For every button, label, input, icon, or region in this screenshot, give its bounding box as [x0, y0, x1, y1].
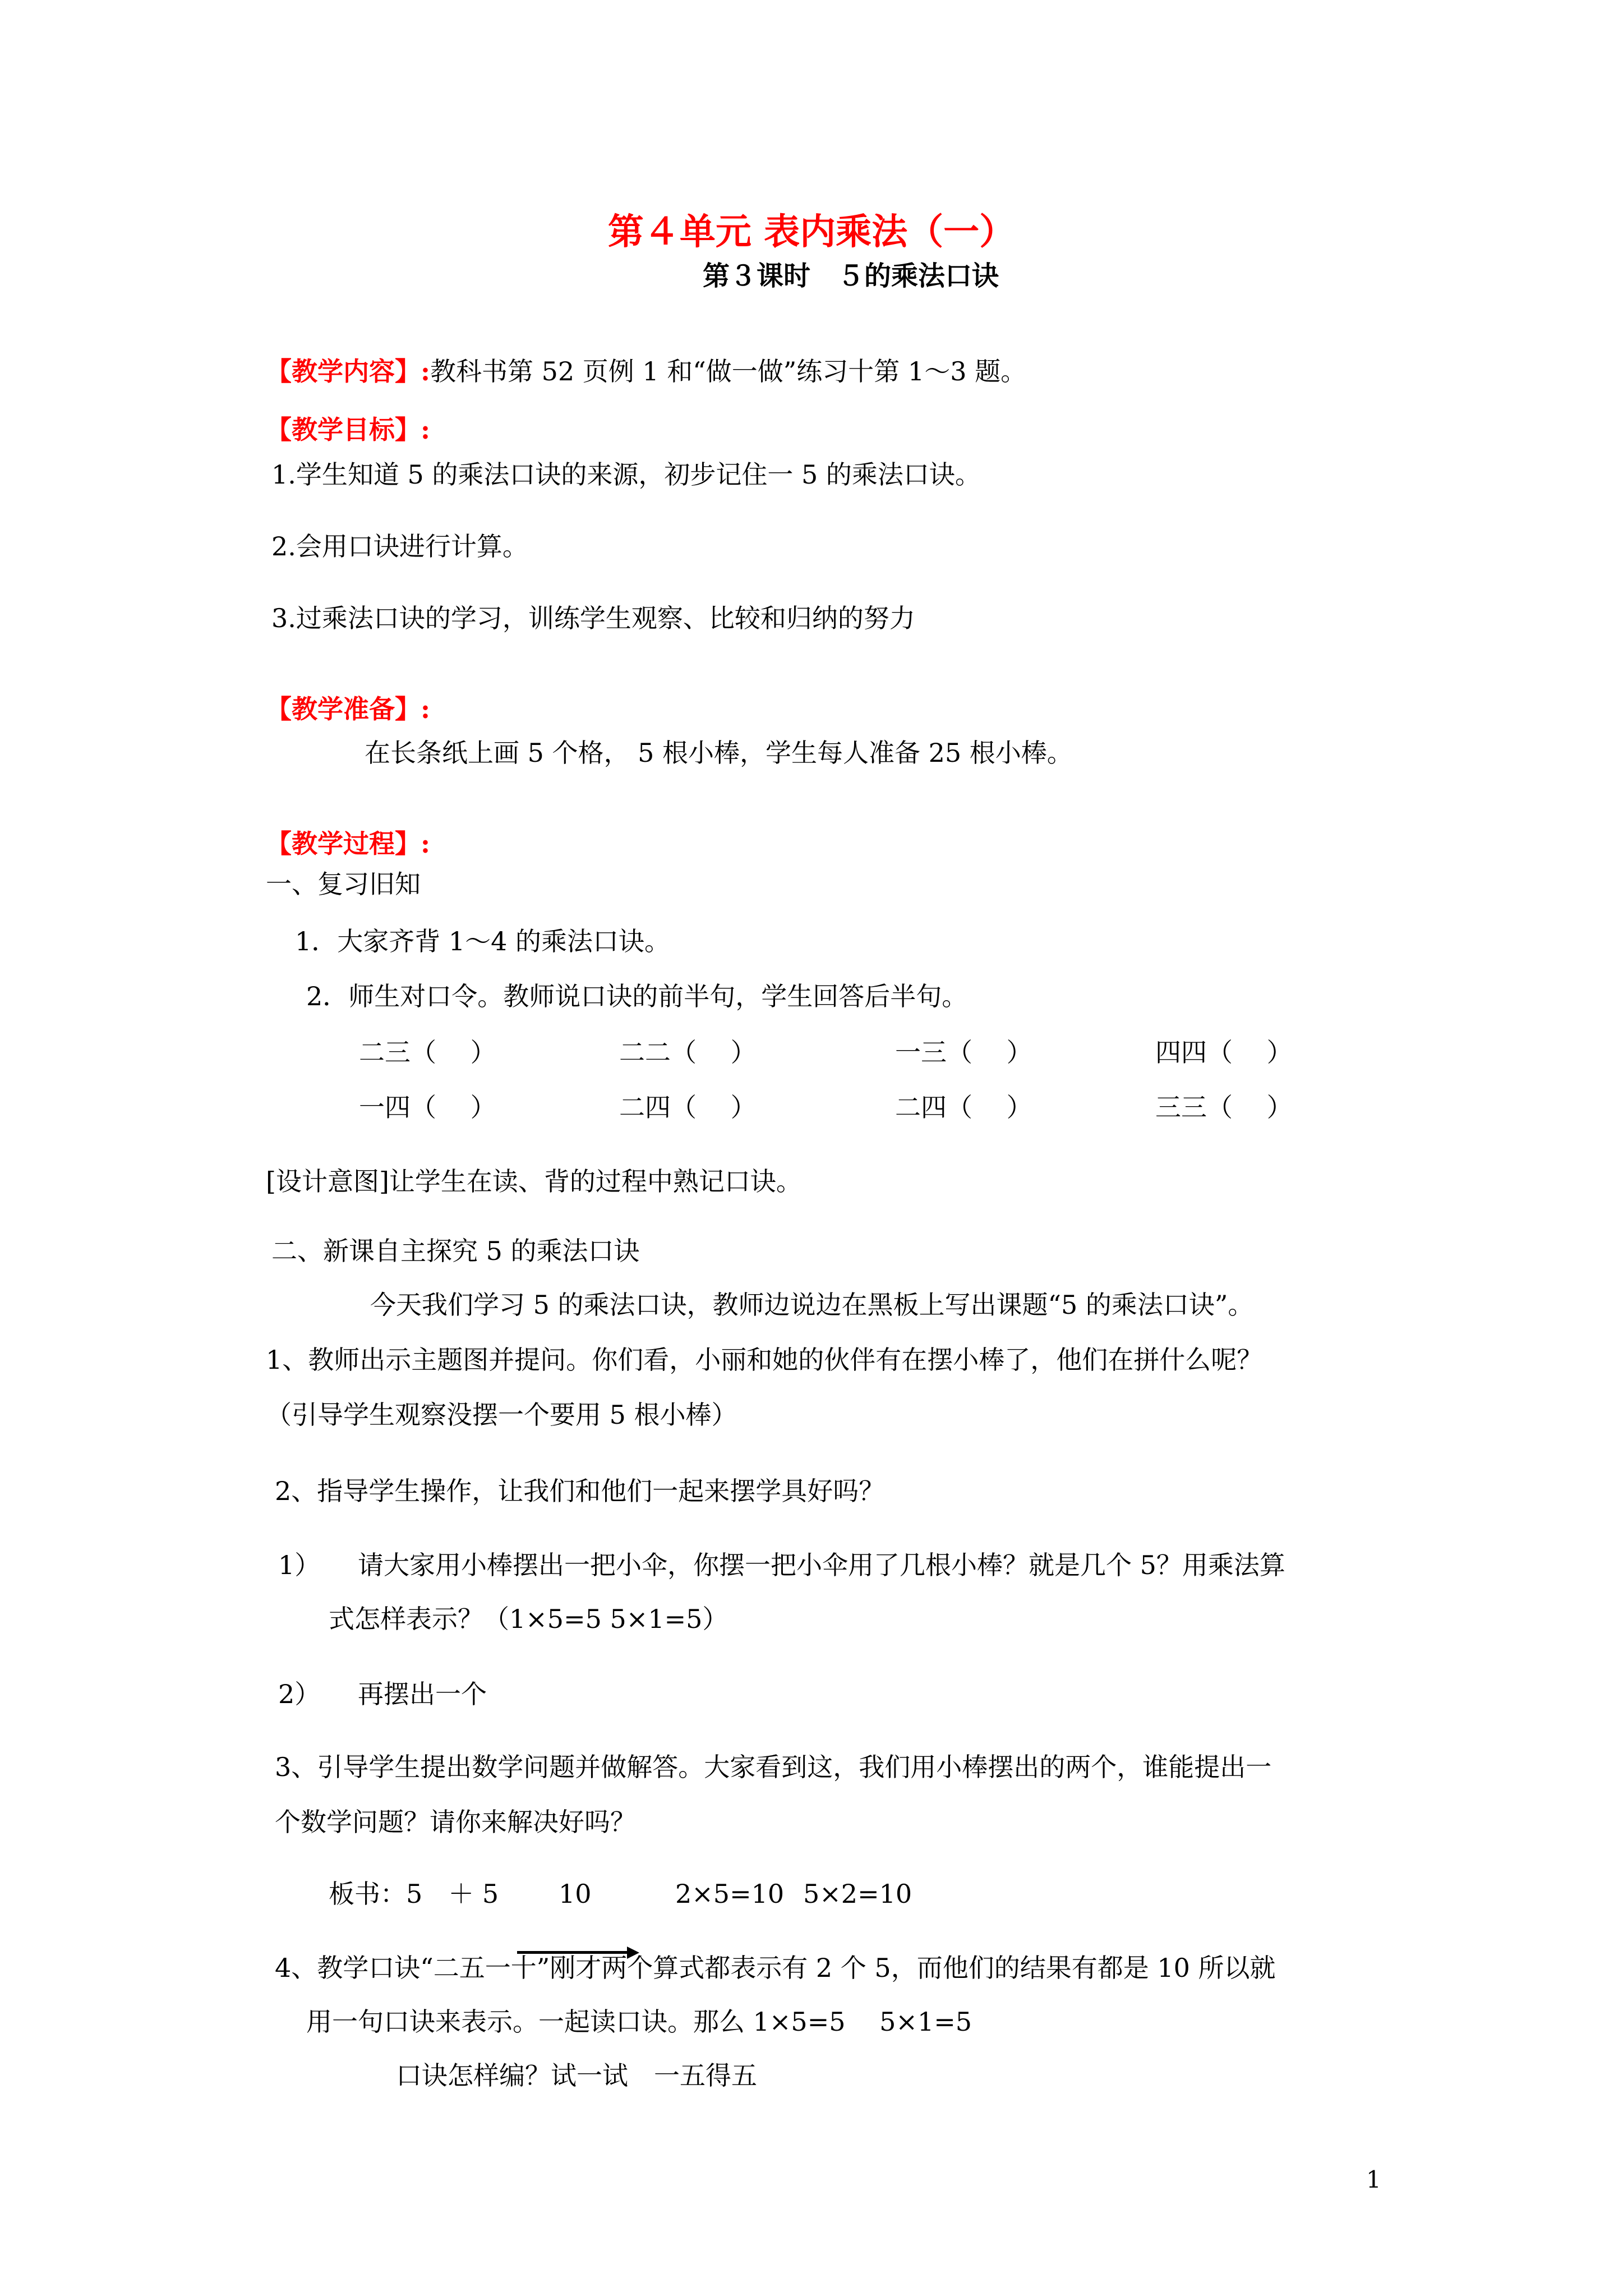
drill-item: 一四（ ）: [359, 1092, 496, 1122]
step-3-line-b: 个数学问题？请你来解决好吗？: [275, 1807, 636, 1837]
review-item-1: 1．大家齐背 1～4 的乘法口诀。: [295, 926, 671, 956]
step-2-1-line-a: 请大家用小棒摆出一把小伞，你摆一把小伞用了几根小棒？就是几个 5？用乘法算: [358, 1550, 1285, 1580]
board-equation-1: 2×5=10: [675, 1879, 785, 1909]
step-1-line-b: （引导学生观察没摆一个要用 5 根小棒）: [266, 1400, 737, 1430]
step-3-line-a: 3、引导学生提出数学问题并做解答。大家看到这，我们用小棒摆出的两个，谁能提出一: [275, 1752, 1272, 1782]
step-2-2: 再摆出一个: [358, 1679, 487, 1709]
drill-item: 一三（ ）: [895, 1037, 1032, 1068]
drill-item: 三三（ ）: [1155, 1092, 1293, 1122]
drill-item: 二四（ ）: [895, 1092, 1032, 1122]
step-2-1-number: 1）: [278, 1550, 321, 1580]
step-2-1-line-b: 式怎样表示？（1×5=5 5×1=5）: [329, 1604, 728, 1634]
lesson-intro: 今天我们学习 5 的乘法口诀，教师边说边在黑板上写出课题“5 的乘法口诀”。: [370, 1290, 1254, 1320]
goal-item-1: 1.学生知道 5 的乘法口诀的来源，初步记住一 5 的乘法口诀。: [271, 459, 981, 490]
content-text: 教科书第 52 页例 1 和“做一做”练习十第 1～3 题。: [430, 356, 1027, 386]
page-title: 第４单元 表内乘法（一）: [607, 211, 1016, 253]
board-label: 板书：5 ＋ 5: [329, 1879, 499, 1909]
board-sum: 10: [559, 1879, 592, 1909]
page-number: 1: [1366, 2166, 1381, 2193]
new-lesson-heading: 二、新课自主探究 5 的乘法口诀: [271, 1236, 640, 1266]
goal-item-2: 2.会用口诀进行计算。: [271, 531, 528, 562]
content-label: 【教学内容】:: [266, 356, 430, 386]
drill-item: 二二（ ）: [619, 1037, 757, 1068]
drill-item: 四四（ ）: [1155, 1037, 1293, 1068]
step-2-2-number: 2）: [278, 1679, 321, 1709]
step-2: 2、指导学生操作，让我们和他们一起来摆学具好吗？: [275, 1476, 885, 1506]
goals-label: 【教学目标】:: [266, 415, 430, 445]
board-equation-2: 5×2=10: [803, 1879, 912, 1909]
content-row: [266, 355, 1026, 388]
step-4-line-c: 口诀怎样编？试一试 一五得五: [396, 2060, 757, 2091]
drill-item: 二四（ ）: [619, 1092, 757, 1122]
review-heading: 一、复习旧知: [266, 869, 421, 899]
process-label: 【教学过程】:: [266, 829, 430, 859]
step-4-line-a: 4、教学口诀“二五一十”刚才两个算式都表示有 2 个 5，而他们的结果有都是 10 所以就: [275, 1953, 1276, 1983]
step-1-line-a: 1、教师出示主题图并提问。你们看，小丽和她的伙伴有在摆小棒了，他们在拼什么呢？: [266, 1345, 1263, 1375]
goal-item-3: 3.过乘法口诀的学习，训练学生观察、比较和归纳的努力: [271, 603, 915, 633]
drill-item: 二三（ ）: [359, 1037, 496, 1068]
review-item-2: 2．师生对口令。教师说口诀的前半句，学生回答后半句。: [306, 981, 968, 1011]
lesson-subtitle: 第３课时 ５的乘法口诀: [702, 260, 999, 292]
prep-label: 【教学准备】:: [266, 694, 430, 724]
prep-text: 在长条纸上画 5 个格， 5 根小棒，学生每人准备 25 根小棒。: [365, 738, 1073, 768]
design-note: [设计意图]让学生在读、背的过程中熟记口诀。: [266, 1166, 802, 1197]
step-4-line-b: 用一句口诀来表示。一起读口诀。那么 1×5=5 5×1=5: [306, 2007, 972, 2037]
